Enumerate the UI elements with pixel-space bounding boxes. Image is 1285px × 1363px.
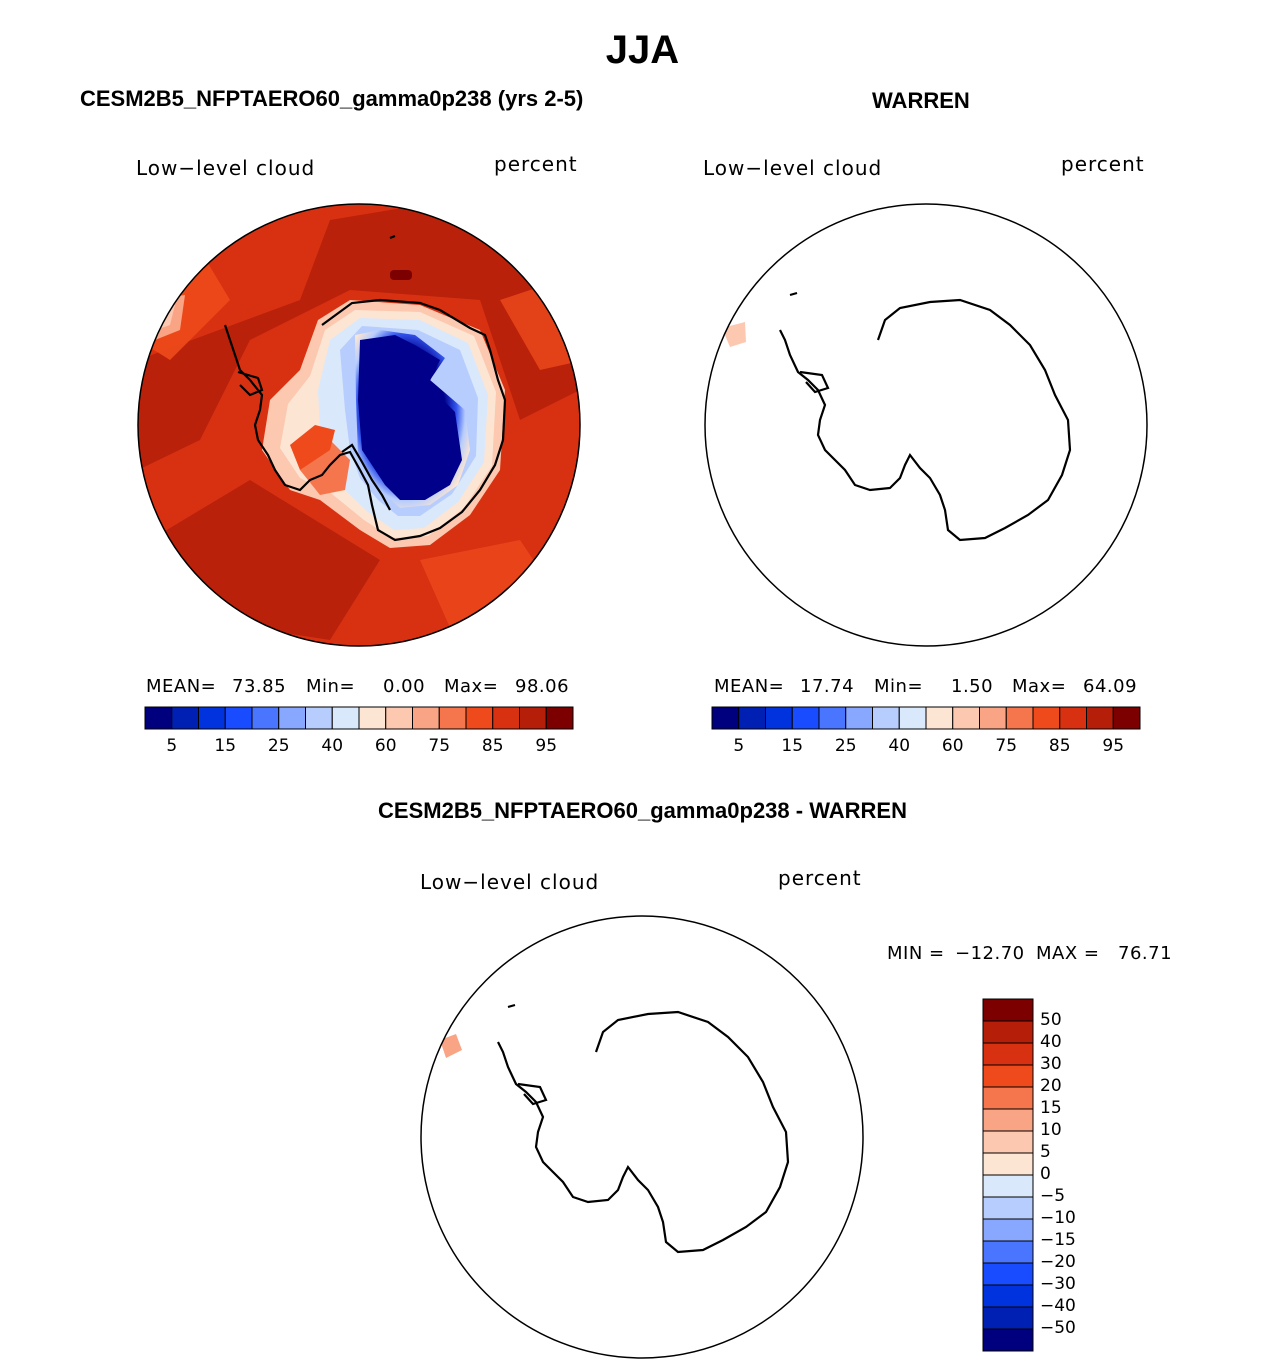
- obs-colorbar-swatch: [953, 707, 980, 729]
- model-colorbar-swatch: [199, 707, 226, 729]
- diff-colorbar-swatch: [983, 1021, 1033, 1043]
- diff-colorbar-swatch: [983, 1219, 1033, 1241]
- model-colorbar-swatch: [279, 707, 306, 729]
- diff-colorbar-tick: −30: [1040, 1274, 1076, 1294]
- model-colorbar-tick: 85: [481, 736, 504, 756]
- obs-colorbar-swatch: [846, 707, 873, 729]
- obs-max-value: 64.09: [1083, 676, 1138, 697]
- diff-colorbar-tick: −50: [1040, 1318, 1076, 1338]
- model-units-label: percent: [494, 152, 578, 176]
- obs-colorbar: [711, 706, 1141, 730]
- obs-max-label: Max=: [1012, 676, 1067, 697]
- obs-colorbar-swatch: [873, 707, 900, 729]
- diff-colorbar-swatch: [983, 1241, 1033, 1263]
- model-colorbar-swatch: [439, 707, 466, 729]
- diff-colorbar-tick: 5: [1040, 1142, 1051, 1162]
- obs-units-label: percent: [1061, 152, 1145, 176]
- obs-min-value: 1.50: [951, 676, 994, 697]
- model-colorbar-swatch: [546, 707, 573, 729]
- model-colorbar-swatch: [145, 707, 172, 729]
- diff-colorbar-swatch: [983, 1263, 1033, 1285]
- diff-max-value: 76.71: [1118, 943, 1173, 964]
- obs-colorbar-tick: 15: [781, 736, 804, 756]
- diff-units-label: percent: [778, 866, 862, 890]
- diff-colorbar-tick: −20: [1040, 1252, 1076, 1272]
- obs-colorbar-swatch: [766, 707, 793, 729]
- model-min-value: 0.00: [383, 676, 426, 697]
- obs-colorbar-tick: 75: [995, 736, 1018, 756]
- obs-colorbar-swatch: [1113, 707, 1140, 729]
- model-panel-title: CESM2B5_NFPTAERO60_gamma0p238 (yrs 2-5): [80, 86, 584, 111]
- model-colorbar-swatch: [359, 707, 386, 729]
- diff-colorbar-swatch: [983, 1307, 1033, 1329]
- diff-coastline: [498, 1005, 788, 1252]
- diff-colorbar-tick: 40: [1040, 1032, 1062, 1052]
- obs-colorbar-tick: 85: [1048, 736, 1071, 756]
- diff-colorbar-swatch: [983, 1065, 1033, 1087]
- model-max-label: Max=: [444, 676, 499, 697]
- diff-colorbar-tick: −15: [1040, 1230, 1076, 1250]
- diff-colorbar-swatch: [983, 1285, 1033, 1307]
- diff-colorbar-swatch: [983, 1087, 1033, 1109]
- obs-colorbar-swatch: [1033, 707, 1060, 729]
- diff-colorbar-swatch: [983, 1175, 1033, 1197]
- obs-min-label: Min=: [874, 676, 924, 697]
- model-colorbar-swatch: [225, 707, 252, 729]
- diff-colorbar-swatch: [983, 1329, 1033, 1351]
- model-colorbar-tick: 75: [428, 736, 451, 756]
- model-colorbar-tick: 95: [535, 736, 558, 756]
- obs-colorbar-swatch: [792, 707, 819, 729]
- diff-min-value: −12.70: [955, 943, 1025, 964]
- obs-colorbar-swatch: [1087, 707, 1114, 729]
- diff-colorbar-swatch: [983, 999, 1033, 1021]
- model-colorbar-swatch: [413, 707, 440, 729]
- model-colorbar-tick: 60: [374, 736, 397, 756]
- model-colorbar-swatch: [252, 707, 279, 729]
- diff-colorbar-tick: −40: [1040, 1296, 1076, 1316]
- obs-colorbar-swatch: [926, 707, 953, 729]
- figure-title: JJA: [605, 28, 680, 72]
- model-variable-label: Low−level cloud: [136, 156, 316, 180]
- diff-colorbar-swatch: [983, 1109, 1033, 1131]
- model-colorbar-swatch: [306, 707, 333, 729]
- model-colorbar-swatch: [520, 707, 547, 729]
- diff-colorbar-tick: 0: [1040, 1164, 1051, 1184]
- diff-min-label: MIN =: [887, 943, 945, 964]
- diff-panel-title: CESM2B5_NFPTAERO60_gamma0p238 - WARREN: [378, 798, 907, 823]
- diff-colorbar-tick: 50: [1040, 1010, 1062, 1030]
- obs-colorbar-swatch: [739, 707, 766, 729]
- obs-colorbar-swatch: [819, 707, 846, 729]
- diff-colorbar-swatch: [983, 1043, 1033, 1065]
- obs-mean-value: 17.74: [800, 676, 855, 697]
- obs-colorbar-tick: 25: [834, 736, 857, 756]
- model-colorbar-tick: 40: [321, 736, 344, 756]
- diff-max-label: MAX =: [1036, 943, 1100, 964]
- obs-panel-title: WARREN: [872, 88, 970, 113]
- diff-colorbar-tick: 15: [1040, 1098, 1062, 1118]
- obs-colorbar-swatch: [712, 707, 739, 729]
- diff-colorbar-tick: −5: [1040, 1186, 1066, 1206]
- model-colorbar: [144, 706, 574, 730]
- diff-colorbar-swatch: [983, 1153, 1033, 1175]
- model-max-value: 98.06: [515, 676, 570, 697]
- diff-colorbar-tick: 20: [1040, 1076, 1062, 1096]
- model-colorbar-swatch: [172, 707, 199, 729]
- model-colorbar-swatch: [466, 707, 493, 729]
- obs-colorbar-tick: 5: [733, 736, 745, 756]
- obs-variable-label: Low−level cloud: [703, 156, 883, 180]
- obs-colorbar-swatch: [980, 707, 1007, 729]
- diff-colorbar-swatch: [983, 1131, 1033, 1153]
- model-colorbar-swatch: [386, 707, 413, 729]
- obs-colorbar-tick: 60: [941, 736, 964, 756]
- model-colorbar-swatch: [332, 707, 359, 729]
- model-colorbar-swatch: [493, 707, 520, 729]
- diff-colorbar-tick: 30: [1040, 1054, 1062, 1074]
- obs-mean-label: MEAN=: [714, 676, 785, 697]
- model-colorbar-tick: 25: [267, 736, 290, 756]
- model-min-label: Min=: [306, 676, 356, 697]
- obs-colorbar-swatch: [899, 707, 926, 729]
- obs-colorbar-tick: 95: [1102, 736, 1125, 756]
- obs-colorbar-tick: 40: [888, 736, 911, 756]
- obs-coastline: [780, 293, 1070, 540]
- diff-variable-label: Low−level cloud: [420, 870, 600, 894]
- model-mean-label: MEAN=: [146, 676, 217, 697]
- model-coastline: [225, 236, 505, 540]
- obs-colorbar-swatch: [1060, 707, 1087, 729]
- diff-colorbar-tick: 10: [1040, 1120, 1062, 1140]
- model-colorbar-tick: 15: [214, 736, 237, 756]
- model-colorbar-tick: 5: [166, 736, 178, 756]
- model-mean-value: 73.85: [232, 676, 287, 697]
- diff-colorbar-swatch: [983, 1197, 1033, 1219]
- diff-colorbar: [982, 998, 1034, 1354]
- obs-colorbar-swatch: [1006, 707, 1033, 729]
- diff-colorbar-tick: −10: [1040, 1208, 1076, 1228]
